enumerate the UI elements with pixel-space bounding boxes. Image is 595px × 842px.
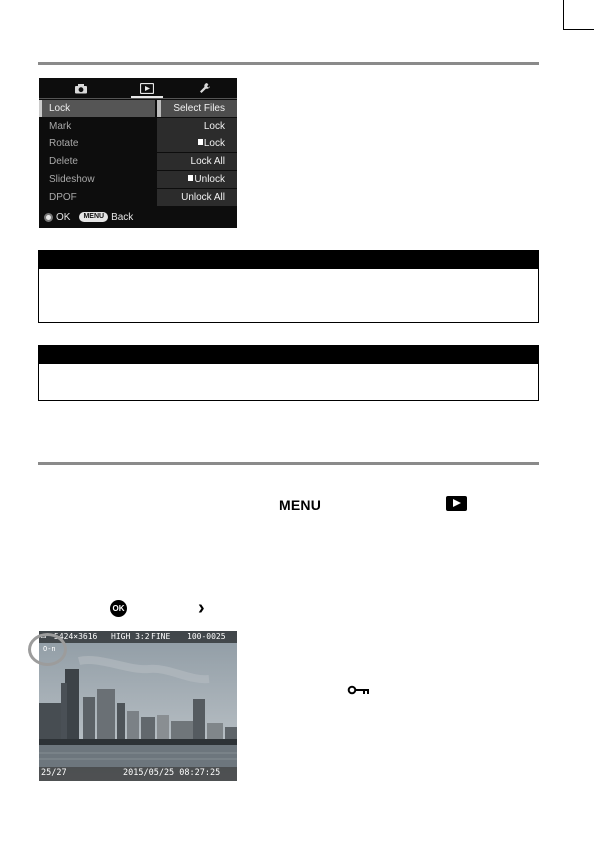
lock-highlight-circle bbox=[28, 633, 67, 666]
submenu-select-files[interactable] bbox=[157, 100, 237, 117]
menu-item-lock[interactable]: Lock bbox=[39, 100, 155, 117]
fine-text: FINE bbox=[151, 632, 171, 641]
submenu-unlock-all[interactable] bbox=[157, 189, 237, 206]
submenu-label: Unlock All bbox=[181, 192, 225, 203]
city-skyline-image bbox=[39, 631, 237, 781]
menu-item-delete[interactable]: Delete bbox=[49, 156, 78, 167]
ok-label: OK bbox=[56, 211, 71, 223]
submenu-label: Select Files bbox=[173, 103, 225, 114]
battery-icon: ▭ bbox=[41, 632, 46, 641]
note-box-2 bbox=[38, 345, 539, 401]
section-divider bbox=[38, 62, 539, 65]
file-number: 100-0025 bbox=[187, 632, 226, 641]
submenu-lock-all[interactable] bbox=[157, 153, 237, 170]
note-box-1 bbox=[38, 250, 539, 323]
note-box-header bbox=[39, 346, 538, 364]
timestamp: 2015/05/25 08:27:25 bbox=[123, 768, 221, 778]
key-lock-icon bbox=[347, 685, 371, 695]
menu-item-slideshow[interactable]: Slideshow bbox=[49, 174, 95, 185]
submenu-label: Lock All bbox=[190, 156, 225, 167]
menu-item-mark[interactable]: Mark bbox=[49, 121, 72, 132]
tab-setup[interactable] bbox=[185, 80, 225, 96]
tab-playback[interactable] bbox=[127, 80, 167, 96]
flag-icon bbox=[198, 139, 203, 145]
submenu-lock[interactable] bbox=[157, 118, 237, 135]
back-label: Back bbox=[111, 211, 134, 223]
ok-button-icon bbox=[44, 213, 53, 222]
menu-button-icon: MENU bbox=[79, 212, 108, 222]
menu-button-icon: MENU bbox=[279, 497, 322, 513]
lock-indicator: O-n bbox=[43, 645, 56, 653]
submenu-label: Lock bbox=[203, 121, 225, 132]
wrench-icon bbox=[199, 82, 211, 94]
camera-menu-screen bbox=[39, 78, 237, 228]
resolution-text: 5424×3616 bbox=[54, 632, 98, 641]
tab-shooting[interactable] bbox=[61, 80, 101, 96]
tab-divider bbox=[39, 98, 237, 99]
playback-icon bbox=[140, 83, 154, 94]
chevron-right-icon: › bbox=[198, 597, 205, 619]
playback-photo bbox=[39, 631, 237, 781]
note-box-header bbox=[39, 251, 538, 269]
flag-icon bbox=[188, 175, 193, 181]
ok-button-icon: OK bbox=[110, 600, 127, 617]
submenu-unlock-flagged[interactable] bbox=[157, 171, 237, 188]
submenu-lock-flagged[interactable] bbox=[157, 135, 237, 152]
section-divider bbox=[38, 462, 539, 465]
quality-text: HIGH 3:2 bbox=[111, 632, 150, 641]
playback-button-icon bbox=[446, 496, 467, 511]
camera-icon bbox=[74, 83, 88, 94]
menu-footer bbox=[44, 210, 133, 224]
frame-count: 25/27 bbox=[41, 768, 67, 778]
submenu-label: Unlock bbox=[194, 174, 225, 185]
menu-item-rotate[interactable]: Rotate bbox=[49, 138, 79, 149]
page-corner-line bbox=[563, 0, 594, 30]
menu-item-dpof[interactable]: DPOF bbox=[49, 192, 77, 203]
menu-tab-bar bbox=[39, 78, 237, 98]
submenu-label: Lock bbox=[203, 138, 225, 149]
